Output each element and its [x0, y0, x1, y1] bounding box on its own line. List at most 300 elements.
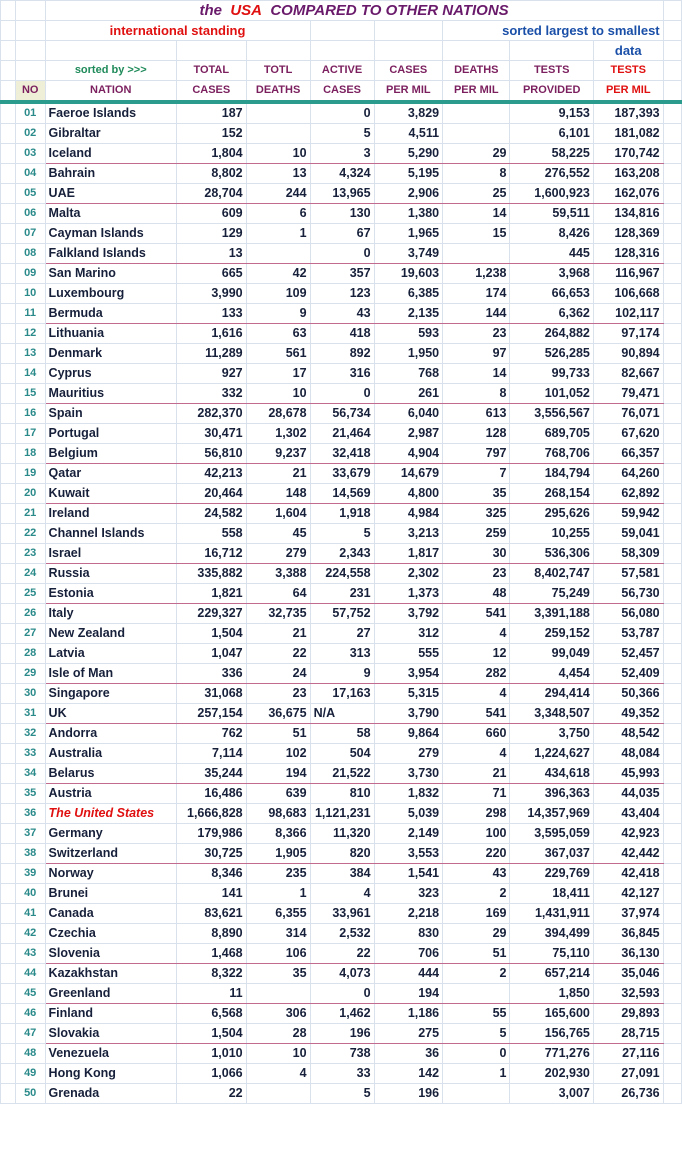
nation-cell: Switzerland — [45, 844, 176, 864]
total-deaths-cell: 102 — [246, 744, 310, 764]
total-deaths-cell: 8,366 — [246, 824, 310, 844]
active-cases-cell: 56,734 — [310, 404, 374, 424]
total-deaths-cell: 235 — [246, 864, 310, 884]
table-row — [1, 884, 682, 904]
table-row — [1, 504, 682, 524]
active-cases-cell: 32,418 — [310, 444, 374, 464]
active-cases-cell: 22 — [310, 944, 374, 964]
tests-provided-cell: 1,431,911 — [510, 904, 593, 924]
cases-per-mil-cell: 4,904 — [374, 444, 443, 464]
row-number: 23 — [15, 544, 45, 564]
tests-per-mil-cell: 52,457 — [593, 644, 663, 664]
total-deaths-cell: 64 — [246, 584, 310, 604]
total-cases-cell: 1,066 — [176, 1064, 246, 1084]
total-cases-cell: 1,010 — [176, 1044, 246, 1064]
nation-cell: Germany — [45, 824, 176, 844]
total-cases-cell: 141 — [176, 884, 246, 904]
nation-cell: Greenland — [45, 984, 176, 1004]
total-deaths-cell: 279 — [246, 544, 310, 564]
row-number: 20 — [15, 484, 45, 504]
table-row — [1, 764, 682, 784]
row-number: 28 — [15, 644, 45, 664]
tests-per-mil-cell: 48,542 — [593, 724, 663, 744]
table-row — [1, 304, 682, 324]
cases-per-mil-cell: 2,906 — [374, 184, 443, 204]
nation-cell: Iceland — [45, 144, 176, 164]
subtitle-right: sorted largest to smallest — [443, 21, 664, 41]
cases-per-mil-cell: 312 — [374, 624, 443, 644]
cases-per-mil-cell: 9,864 — [374, 724, 443, 744]
deaths-per-mil-cell: 144 — [443, 304, 510, 324]
cases-per-mil-cell: 194 — [374, 984, 443, 1004]
cases-per-mil-cell: 142 — [374, 1064, 443, 1084]
total-deaths-cell: 10 — [246, 144, 310, 164]
tests-per-mil-cell: 76,071 — [593, 404, 663, 424]
cases-per-mil-cell: 2,135 — [374, 304, 443, 324]
row-number: 05 — [15, 184, 45, 204]
deaths-per-mil-cell: 2 — [443, 884, 510, 904]
tests-provided-cell: 14,357,969 — [510, 804, 593, 824]
table-row — [1, 184, 682, 204]
active-cases-cell: N/A — [310, 704, 374, 724]
tests-per-mil-cell: 58,309 — [593, 544, 663, 564]
total-cases-cell: 133 — [176, 304, 246, 324]
cases-per-mil-cell: 555 — [374, 644, 443, 664]
deaths-per-mil-cell: 48 — [443, 584, 510, 604]
sheet-title — [45, 1, 663, 21]
nation-cell: Malta — [45, 204, 176, 224]
active-cases-cell: 123 — [310, 284, 374, 304]
row-number: 10 — [15, 284, 45, 304]
nation-cell: Israel — [45, 544, 176, 564]
active-cases-cell: 33,679 — [310, 464, 374, 484]
nation-cell: Mauritius — [45, 384, 176, 404]
nation-cell: Falkland Islands — [45, 244, 176, 264]
tests-per-mil-cell: 128,316 — [593, 244, 663, 264]
table-row — [1, 384, 682, 404]
row-number: 47 — [15, 1024, 45, 1044]
header-total-cases: TOTAL — [176, 61, 246, 81]
tests-per-mil-cell: 36,130 — [593, 944, 663, 964]
total-cases-cell: 229,327 — [176, 604, 246, 624]
total-deaths-cell: 21 — [246, 464, 310, 484]
cases-per-mil-cell: 3,213 — [374, 524, 443, 544]
deaths-per-mil-cell: 29 — [443, 924, 510, 944]
table-row — [1, 544, 682, 564]
active-cases-cell: 738 — [310, 1044, 374, 1064]
active-cases-cell: 67 — [310, 224, 374, 244]
total-deaths-cell: 23 — [246, 684, 310, 704]
row-number: 38 — [15, 844, 45, 864]
total-deaths-cell: 4 — [246, 1064, 310, 1084]
active-cases-cell: 4 — [310, 884, 374, 904]
total-cases-cell: 8,346 — [176, 864, 246, 884]
nation-cell: Hong Kong — [45, 1064, 176, 1084]
deaths-per-mil-cell: 169 — [443, 904, 510, 924]
row-number: 46 — [15, 1004, 45, 1024]
row-number: 43 — [15, 944, 45, 964]
deaths-per-mil-cell: 128 — [443, 424, 510, 444]
total-deaths-cell: 28,678 — [246, 404, 310, 424]
row-number: 36 — [15, 804, 45, 824]
total-deaths-cell: 36,675 — [246, 704, 310, 724]
nation-cell: Denmark — [45, 344, 176, 364]
total-deaths-cell: 63 — [246, 324, 310, 344]
tests-per-mil-cell: 42,418 — [593, 864, 663, 884]
total-cases-cell: 3,990 — [176, 284, 246, 304]
deaths-per-mil-cell: 174 — [443, 284, 510, 304]
active-cases-cell: 21,522 — [310, 764, 374, 784]
row-number: 16 — [15, 404, 45, 424]
nation-cell: Isle of Man — [45, 664, 176, 684]
tests-provided-cell: 264,882 — [510, 324, 593, 344]
active-cases-cell: 4,073 — [310, 964, 374, 984]
tests-per-mil-cell: 64,260 — [593, 464, 663, 484]
header-tests-per-mil-sub: PER MIL — [593, 81, 663, 103]
cases-per-mil-cell: 1,965 — [374, 224, 443, 244]
header-active-cases-sub: CASES — [310, 81, 374, 103]
active-cases-cell: 14,569 — [310, 484, 374, 504]
row-number: 01 — [15, 102, 45, 124]
tests-provided-cell: 6,101 — [510, 124, 593, 144]
total-cases-cell: 282,370 — [176, 404, 246, 424]
row-number: 39 — [15, 864, 45, 884]
title-row — [1, 1, 682, 21]
total-deaths-cell: 9,237 — [246, 444, 310, 464]
table-row — [1, 484, 682, 504]
deaths-per-mil-cell: 14 — [443, 204, 510, 224]
total-deaths-cell: 9 — [246, 304, 310, 324]
total-cases-cell: 20,464 — [176, 484, 246, 504]
total-deaths-cell: 1,604 — [246, 504, 310, 524]
active-cases-cell: 5 — [310, 124, 374, 144]
cases-per-mil-cell: 3,730 — [374, 764, 443, 784]
table-row — [1, 984, 682, 1004]
table-row — [1, 524, 682, 544]
total-deaths-cell: 306 — [246, 1004, 310, 1024]
header-deaths-per-mil: DEATHS — [443, 61, 510, 81]
nation-cell: Ireland — [45, 504, 176, 524]
total-deaths-cell: 1 — [246, 884, 310, 904]
tests-provided-cell: 526,285 — [510, 344, 593, 364]
nation-cell: Australia — [45, 744, 176, 764]
cases-per-mil-cell: 706 — [374, 944, 443, 964]
total-cases-cell: 1,616 — [176, 324, 246, 344]
nation-cell: Venezuela — [45, 1044, 176, 1064]
total-deaths-cell: 106 — [246, 944, 310, 964]
tests-per-mil-cell: 59,041 — [593, 524, 663, 544]
active-cases-cell: 33,961 — [310, 904, 374, 924]
table-row — [1, 644, 682, 664]
total-cases-cell: 30,725 — [176, 844, 246, 864]
table-row — [1, 784, 682, 804]
deaths-per-mil-cell: 1 — [443, 1064, 510, 1084]
tests-provided-cell: 3,556,567 — [510, 404, 593, 424]
row-number: 40 — [15, 884, 45, 904]
tests-provided-cell: 202,930 — [510, 1064, 593, 1084]
total-cases-cell: 31,068 — [176, 684, 246, 704]
deaths-per-mil-cell: 4 — [443, 624, 510, 644]
tests-per-mil-cell: 67,620 — [593, 424, 663, 444]
total-cases-cell: 179,986 — [176, 824, 246, 844]
table-row — [1, 744, 682, 764]
active-cases-cell: 357 — [310, 264, 374, 284]
row-number: 50 — [15, 1084, 45, 1104]
cases-per-mil-cell: 3,829 — [374, 102, 443, 124]
tests-per-mil-cell: 56,080 — [593, 604, 663, 624]
active-cases-cell: 1,121,231 — [310, 804, 374, 824]
total-deaths-cell — [246, 244, 310, 264]
tests-provided-cell: 8,426 — [510, 224, 593, 244]
table-row — [1, 1064, 682, 1084]
tests-per-mil-cell: 37,974 — [593, 904, 663, 924]
table-row — [1, 244, 682, 264]
row-number: 44 — [15, 964, 45, 984]
total-cases-cell: 6,568 — [176, 1004, 246, 1024]
active-cases-cell: 231 — [310, 584, 374, 604]
total-cases-cell: 8,890 — [176, 924, 246, 944]
deaths-per-mil-cell: 2 — [443, 964, 510, 984]
tests-provided-cell: 536,306 — [510, 544, 593, 564]
total-cases-cell: 1,504 — [176, 624, 246, 644]
table-row — [1, 844, 682, 864]
table-row — [1, 864, 682, 884]
tests-per-mil-cell: 62,892 — [593, 484, 663, 504]
tests-provided-cell: 1,224,627 — [510, 744, 593, 764]
cases-per-mil-cell: 275 — [374, 1024, 443, 1044]
table-row — [1, 604, 682, 624]
row-number: 13 — [15, 344, 45, 364]
total-cases-cell: 22 — [176, 1084, 246, 1104]
total-deaths-cell: 314 — [246, 924, 310, 944]
total-cases-cell: 7,114 — [176, 744, 246, 764]
deaths-per-mil-cell: 298 — [443, 804, 510, 824]
active-cases-cell: 196 — [310, 1024, 374, 1044]
tests-per-mil-cell: 56,730 — [593, 584, 663, 604]
header-row-bottom — [1, 81, 682, 103]
deaths-per-mil-cell: 51 — [443, 944, 510, 964]
active-cases-cell: 316 — [310, 364, 374, 384]
nation-cell: Belgium — [45, 444, 176, 464]
active-cases-cell: 384 — [310, 864, 374, 884]
total-deaths-cell: 13 — [246, 164, 310, 184]
active-cases-cell: 27 — [310, 624, 374, 644]
deaths-per-mil-cell — [443, 102, 510, 124]
total-cases-cell: 665 — [176, 264, 246, 284]
cases-per-mil-cell: 3,749 — [374, 244, 443, 264]
table-row — [1, 724, 682, 744]
active-cases-cell: 892 — [310, 344, 374, 364]
header-tests-provided: TESTS — [510, 61, 593, 81]
active-cases-cell: 2,343 — [310, 544, 374, 564]
cases-per-mil-cell: 2,218 — [374, 904, 443, 924]
tests-per-mil-cell: 27,091 — [593, 1064, 663, 1084]
total-cases-cell: 42,213 — [176, 464, 246, 484]
deaths-per-mil-cell: 660 — [443, 724, 510, 744]
subtitle-row — [1, 21, 682, 41]
table-row — [1, 124, 682, 144]
active-cases-cell: 810 — [310, 784, 374, 804]
active-cases-cell: 0 — [310, 984, 374, 1004]
nation-cell: Norway — [45, 864, 176, 884]
active-cases-cell: 1,462 — [310, 1004, 374, 1024]
deaths-per-mil-cell: 4 — [443, 684, 510, 704]
row-number: 45 — [15, 984, 45, 1004]
nation-cell: Gibraltar — [45, 124, 176, 144]
tests-provided-cell: 156,765 — [510, 1024, 593, 1044]
tests-per-mil-cell: 52,409 — [593, 664, 663, 684]
tests-provided-cell: 75,249 — [510, 584, 593, 604]
deaths-per-mil-cell: 30 — [443, 544, 510, 564]
total-cases-cell: 11,289 — [176, 344, 246, 364]
row-number: 18 — [15, 444, 45, 464]
tests-provided-cell: 768,706 — [510, 444, 593, 464]
nation-cell: Spain — [45, 404, 176, 424]
deaths-per-mil-cell: 35 — [443, 484, 510, 504]
cases-per-mil-cell: 6,385 — [374, 284, 443, 304]
row-number: 27 — [15, 624, 45, 644]
deaths-per-mil-cell: 100 — [443, 824, 510, 844]
tests-provided-cell: 8,402,747 — [510, 564, 593, 584]
tests-per-mil-cell: 53,787 — [593, 624, 663, 644]
row-number: 33 — [15, 744, 45, 764]
tests-provided-cell: 6,362 — [510, 304, 593, 324]
nation-cell: Czechia — [45, 924, 176, 944]
header-tests-provided-sub: PROVIDED — [510, 81, 593, 103]
total-cases-cell: 1,666,828 — [176, 804, 246, 824]
total-deaths-cell: 10 — [246, 384, 310, 404]
row-number: 30 — [15, 684, 45, 704]
tests-per-mil-cell: 116,967 — [593, 264, 663, 284]
header-cases-per-mil-sub: PER MIL — [374, 81, 443, 103]
total-cases-cell: 35,244 — [176, 764, 246, 784]
row-number: 15 — [15, 384, 45, 404]
active-cases-cell: 0 — [310, 102, 374, 124]
nation-cell: Russia — [45, 564, 176, 584]
tests-per-mil-cell: 106,668 — [593, 284, 663, 304]
title-prefix: the — [199, 2, 222, 19]
total-deaths-cell: 17 — [246, 364, 310, 384]
header-deaths-per-mil-sub: PER MIL — [443, 81, 510, 103]
deaths-per-mil-cell: 1,238 — [443, 264, 510, 284]
tests-provided-cell: 434,618 — [510, 764, 593, 784]
tests-provided-cell: 295,626 — [510, 504, 593, 524]
total-cases-cell: 1,804 — [176, 144, 246, 164]
header-total-deaths-sub: DEATHS — [246, 81, 310, 103]
tests-provided-cell: 99,733 — [510, 364, 593, 384]
nation-cell: Bermuda — [45, 304, 176, 324]
tests-provided-cell: 101,052 — [510, 384, 593, 404]
tests-per-mil-cell: 45,993 — [593, 764, 663, 784]
cases-per-mil-cell: 36 — [374, 1044, 443, 1064]
row-number: 22 — [15, 524, 45, 544]
tests-per-mil-cell: 82,667 — [593, 364, 663, 384]
row-number: 11 — [15, 304, 45, 324]
deaths-per-mil-cell: 5 — [443, 1024, 510, 1044]
tests-per-mil-cell: 66,357 — [593, 444, 663, 464]
tests-per-mil-cell: 44,035 — [593, 784, 663, 804]
total-deaths-cell: 6 — [246, 204, 310, 224]
active-cases-cell: 58 — [310, 724, 374, 744]
total-cases-cell: 16,486 — [176, 784, 246, 804]
tests-per-mil-cell: 35,046 — [593, 964, 663, 984]
tests-per-mil-cell: 49,352 — [593, 704, 663, 724]
cases-per-mil-cell: 830 — [374, 924, 443, 944]
tests-provided-cell: 1,850 — [510, 984, 593, 1004]
row-number: 04 — [15, 164, 45, 184]
row-number: 02 — [15, 124, 45, 144]
deaths-per-mil-cell: 55 — [443, 1004, 510, 1024]
cases-per-mil-cell: 261 — [374, 384, 443, 404]
total-cases-cell: 24,582 — [176, 504, 246, 524]
table-row — [1, 424, 682, 444]
total-deaths-cell: 3,388 — [246, 564, 310, 584]
total-deaths-cell: 21 — [246, 624, 310, 644]
subtitle-right-2: data — [593, 41, 663, 61]
table-row — [1, 444, 682, 464]
table-row — [1, 102, 682, 124]
tests-per-mil-cell: 90,894 — [593, 344, 663, 364]
deaths-per-mil-cell: 21 — [443, 764, 510, 784]
tests-provided-cell: 184,794 — [510, 464, 593, 484]
total-cases-cell: 8,322 — [176, 964, 246, 984]
row-number: 09 — [15, 264, 45, 284]
tests-per-mil-cell: 134,816 — [593, 204, 663, 224]
nation-cell: Canada — [45, 904, 176, 924]
total-deaths-cell — [246, 1084, 310, 1104]
deaths-per-mil-cell: 25 — [443, 184, 510, 204]
deaths-per-mil-cell — [443, 984, 510, 1004]
row-number: 03 — [15, 144, 45, 164]
deaths-per-mil-cell: 220 — [443, 844, 510, 864]
table-row — [1, 964, 682, 984]
cases-per-mil-cell: 444 — [374, 964, 443, 984]
deaths-per-mil-cell: 23 — [443, 324, 510, 344]
nation-cell: Latvia — [45, 644, 176, 664]
tests-per-mil-cell: 36,845 — [593, 924, 663, 944]
table-row — [1, 1084, 682, 1104]
header-total-cases-sub: CASES — [176, 81, 246, 103]
nation-cell: Slovenia — [45, 944, 176, 964]
nation-cell: Bahrain — [45, 164, 176, 184]
nation-cell: Singapore — [45, 684, 176, 704]
total-cases-cell: 1,504 — [176, 1024, 246, 1044]
cases-per-mil-cell: 5,290 — [374, 144, 443, 164]
total-deaths-cell: 639 — [246, 784, 310, 804]
total-deaths-cell: 1 — [246, 224, 310, 244]
active-cases-cell: 21,464 — [310, 424, 374, 444]
title-suffix: COMPARED TO OTHER NATIONS — [270, 2, 509, 19]
row-number: 06 — [15, 204, 45, 224]
deaths-per-mil-cell: 0 — [443, 1044, 510, 1064]
deaths-per-mil-cell: 23 — [443, 564, 510, 584]
nation-cell: Faeroe Islands — [45, 102, 176, 124]
deaths-per-mil-cell: 282 — [443, 664, 510, 684]
deaths-per-mil-cell: 15 — [443, 224, 510, 244]
active-cases-cell: 224,558 — [310, 564, 374, 584]
nation-cell: Luxembourg — [45, 284, 176, 304]
total-deaths-cell — [246, 124, 310, 144]
tests-per-mil-cell: 26,736 — [593, 1084, 663, 1104]
nation-cell: Andorra — [45, 724, 176, 744]
tests-per-mil-cell: 128,369 — [593, 224, 663, 244]
row-number: 32 — [15, 724, 45, 744]
tests-per-mil-cell: 163,208 — [593, 164, 663, 184]
total-cases-cell: 152 — [176, 124, 246, 144]
cases-per-mil-cell: 323 — [374, 884, 443, 904]
deaths-per-mil-cell: 29 — [443, 144, 510, 164]
tests-provided-cell: 99,049 — [510, 644, 593, 664]
